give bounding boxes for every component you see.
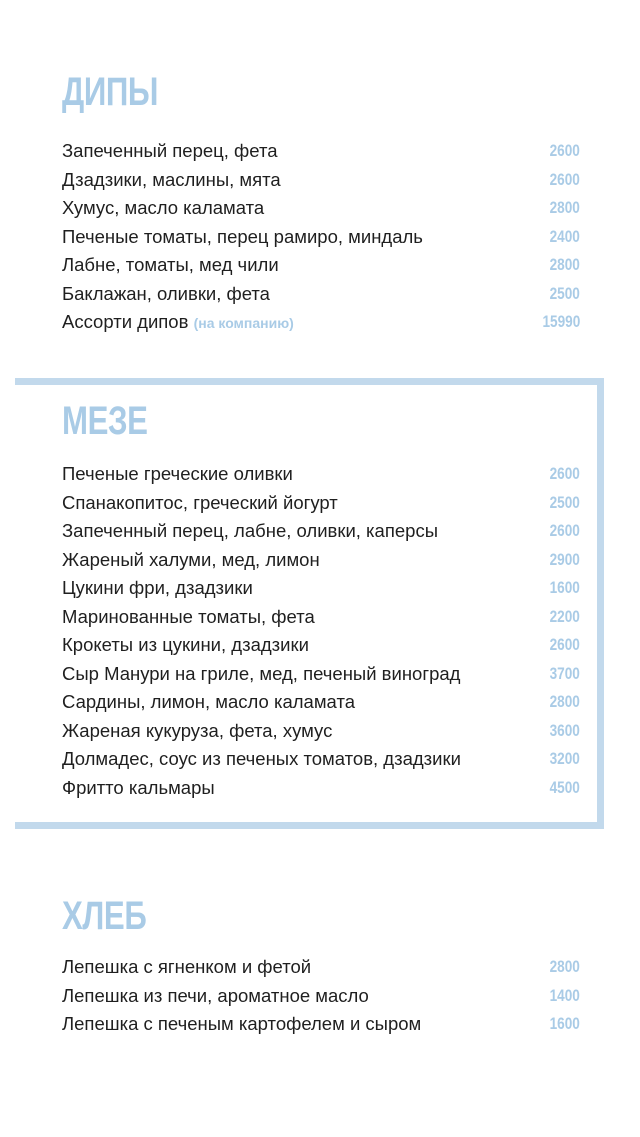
item-price: 3200 <box>549 749 580 768</box>
item-price: 15990 <box>542 312 580 331</box>
item-name: Лепешка из печи, ароматное масло <box>62 984 369 1006</box>
menu-item <box>0 308 640 337</box>
item-price: 4500 <box>549 777 580 797</box>
menu-item <box>0 660 640 689</box>
menu-item <box>0 460 640 489</box>
menu-item <box>0 953 640 982</box>
menu-item <box>0 745 640 774</box>
section-title-bread: ХЛЕБ <box>62 894 147 938</box>
item-name: Запеченный перец, фета <box>62 140 278 161</box>
item-price: 2600 <box>549 141 580 160</box>
item-note: (на компанию) <box>193 315 294 331</box>
item-price: 2200 <box>549 606 580 626</box>
item-price: 2900 <box>549 549 580 569</box>
item-name: Хумус, масло каламата <box>62 197 265 218</box>
item-name: Печеные греческие оливки <box>62 463 293 484</box>
menu-item <box>0 517 640 546</box>
item-name: Маринованные томаты, фета <box>62 605 315 627</box>
item-name: Баклажан, оливки, фета <box>62 282 270 304</box>
menu-item <box>0 137 640 166</box>
item-name: Цукини фри, дзадзики <box>62 577 253 598</box>
menu-item <box>0 280 640 309</box>
bread-list <box>0 953 640 1039</box>
item-price: 1600 <box>549 1014 580 1033</box>
item-name: Печеные томаты, перец рамиро, миндаль <box>62 225 423 247</box>
menu-item <box>0 603 640 632</box>
item-price: 2800 <box>549 957 580 976</box>
item-price: 2600 <box>549 464 580 483</box>
item-name: Лепешка с печеным картофелем и сыром <box>62 1013 422 1034</box>
item-name: Жареный халуми, мед, лимон <box>62 548 320 570</box>
item-name: Крокеты из цукини, дзадзики <box>62 634 309 655</box>
menu-item <box>0 1010 640 1039</box>
item-name: Жареная кукуруза, фета, хумус <box>62 719 333 741</box>
item-price: 2500 <box>549 283 580 303</box>
menu-item <box>0 546 640 575</box>
menu-item <box>0 194 640 223</box>
item-name: Дзадзики, маслины, мята <box>62 168 281 190</box>
item-name: Фритто кальмары <box>62 776 215 798</box>
item-price: 2800 <box>549 692 580 711</box>
item-price: 2500 <box>549 492 580 512</box>
menu-item <box>0 223 640 252</box>
item-price: 1600 <box>549 578 580 597</box>
menu-item <box>0 574 640 603</box>
item-name <box>62 308 294 338</box>
item-name: Лепешка с ягненком и фетой <box>62 956 312 977</box>
item-price: 2800 <box>549 198 580 217</box>
item-name: Запеченный перец, лабне, оливки, каперсы <box>62 520 438 541</box>
item-price: 2600 <box>549 169 580 189</box>
menu-item <box>0 631 640 660</box>
item-name: Спанакопитос, греческий йогурт <box>62 491 338 513</box>
menu-item <box>0 489 640 518</box>
section-title-meze: МЕЗЕ <box>62 399 148 443</box>
item-name: Лабне, томаты, мед чили <box>62 254 279 275</box>
item-name: Долмадес, соус из печеных томатов, дзадзики <box>62 748 461 769</box>
menu-item <box>0 982 640 1011</box>
menu-item <box>0 717 640 746</box>
item-price: 2600 <box>549 635 580 654</box>
menu-item <box>0 774 640 803</box>
item-price: 3600 <box>549 720 580 740</box>
item-price: 3700 <box>549 663 580 683</box>
item-name-text: Ассорти дипов <box>62 311 189 332</box>
menu-item <box>0 166 640 195</box>
item-name: Сыр Манури на гриле, мед, печеный виноград <box>62 662 461 684</box>
section-title-dips: ДИПЫ <box>62 70 159 114</box>
menu-item <box>0 688 640 717</box>
item-price: 1400 <box>549 985 580 1005</box>
item-price: 2600 <box>549 521 580 540</box>
item-price: 2400 <box>549 226 580 246</box>
item-price: 2800 <box>549 255 580 274</box>
item-name: Сардины, лимон, масло каламата <box>62 691 355 712</box>
dips-list <box>0 137 640 337</box>
meze-list <box>0 460 640 802</box>
menu-item <box>0 251 640 280</box>
